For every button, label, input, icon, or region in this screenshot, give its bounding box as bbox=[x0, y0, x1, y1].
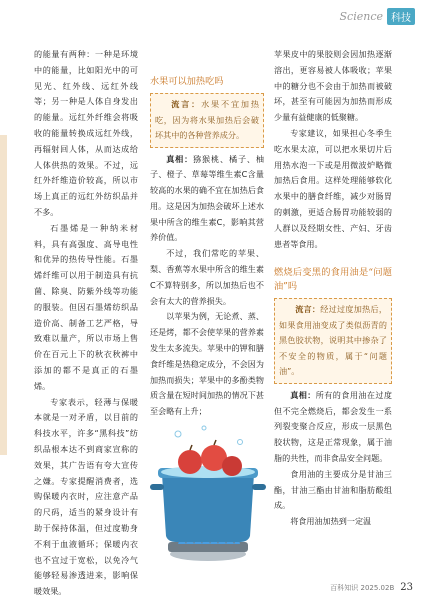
rumor-text: 水果不宜加热吃，因为将水果加热后会破坏其中的各种营养成分。 bbox=[155, 99, 259, 140]
rumor-callout bbox=[274, 298, 392, 384]
column-1 bbox=[34, 47, 138, 600]
rumor-callout bbox=[150, 93, 264, 148]
pot-illustration bbox=[148, 404, 268, 564]
rumor-label: 流言： bbox=[295, 304, 321, 315]
journal-issue: 百科知识 2025.02B bbox=[330, 584, 395, 592]
column-3 bbox=[274, 47, 392, 530]
paragraph: 猕猴桃、橘子、柚子、橙子、草莓等维生素C含量较高的水果的确不宜在加热后食用。这是因为加热会破坏上述水果中所含的维生素C，影响其营养价值。 bbox=[150, 153, 264, 243]
section-name-en: Science bbox=[339, 10, 383, 23]
decorative-edge-tab bbox=[0, 135, 7, 455]
paragraph: 专家表示，轻薄与保暖本就是一对矛盾，以目前的科技水平，许多“黑科技”纺织品根本达不到商家宣称的效果，其广告语有夸大宣传之嫌。专家提醒消费者，选购保暖内衣时，应注意产品的尺码，适当的紧身设计有助于保持体温，但过度勒身不利于血液循环；保暖内衣也不宜过于宽松，以免冷气能够轻易渗透进来，影响保暖效果。 bbox=[34, 396, 138, 597]
page-footer bbox=[330, 582, 413, 593]
paragraph: 的能量有两种：一种是环境中的能量，比如阳光中的可见光、红外线、远红外线等；另一种是人体自身发出的能量。远红外纤维会将吸收的能量转换成远红外线，再辐射回人体，从而达成给人体供热的效果。不过，远红外纤维造价较高，所以市场上真正的远红外纺织品并不多。 bbox=[34, 49, 138, 217]
section-name-cn: 科技 bbox=[387, 8, 415, 25]
paragraph: 食用油的主要成分是甘油三酯，甘油三酯由甘油和脂肪酸组成。 bbox=[274, 468, 392, 511]
rumor-label: 流言： bbox=[171, 99, 202, 109]
paragraph: 以苹果为例，无论煮、蒸、还是烤，都不会使苹果的营养素发生太多流失。苹果中的钾和膳食纤维是热稳定成分，不会因为加热而损失；苹果中的多酚类物质含量在短时间加热的情况下甚至会略有上升； bbox=[150, 311, 264, 417]
section-title-oil: 燃烧后变黑的食用油是“问题油”吗 bbox=[274, 267, 392, 293]
truth-label: 真相： bbox=[166, 153, 194, 164]
paragraph: 苹果皮中的果胶则会因加热逐渐溶出，更容易被人体吸收；苹果中的糖分也不会由于加热而被破坏，甚至有可能因为加热而形成少量有益健康的低聚糖。 bbox=[274, 49, 392, 123]
paragraph: 所有的食用油在过度但不完全燃烧后，都会发生一系列裂变聚合反应，形成一层黑色胶状物，这是正常现象，属于油脂的共性，而非食品安全问题。 bbox=[274, 389, 392, 464]
paragraph: 石墨烯是一种纳米材料，具有高强度、高导电性和优异的热传导性能。石墨烯纤维可以用于制造具有抗菌、除臭、防紫外线等功能的服装。但因石墨烯纺织品造价高、制备工艺严格，导致难以量产，所以市场上售价在百元上下的秋衣秋裤中添加的都不是真正的石墨烯。 bbox=[34, 222, 138, 391]
section-header bbox=[340, 8, 415, 25]
paragraph: 专家建议，如果担心冬季生吃水果太凉，可以把水果切片后用热水泡一下或是用微波炉略微加热后食用。这样处理能够软化水果中的膳食纤维，减少对肠胃的刺激，更适合肠胃功能较弱的人群以及经期女性、产妇、牙齿患者等食用。 bbox=[274, 127, 392, 249]
paragraph: 不过，我们常吃的苹果、梨、香蕉等水果中所含的维生素C不算特别多，所以加热后也不会有太大的营养损失。 bbox=[150, 248, 264, 306]
column-2 bbox=[150, 47, 264, 420]
paragraph: 将食用油加热到一定温 bbox=[290, 516, 372, 527]
section-title-fruit: 水果可以加热吃吗 bbox=[150, 76, 224, 87]
truth-label: 真相： bbox=[290, 389, 316, 400]
page-number: 23 bbox=[400, 582, 413, 593]
rumor-text: 经过过度加热后，如果食用油变成了类似沥青的黑色胶状物，说明其中掺杂了不安全的物质，属于“问题油”。 bbox=[279, 304, 387, 377]
